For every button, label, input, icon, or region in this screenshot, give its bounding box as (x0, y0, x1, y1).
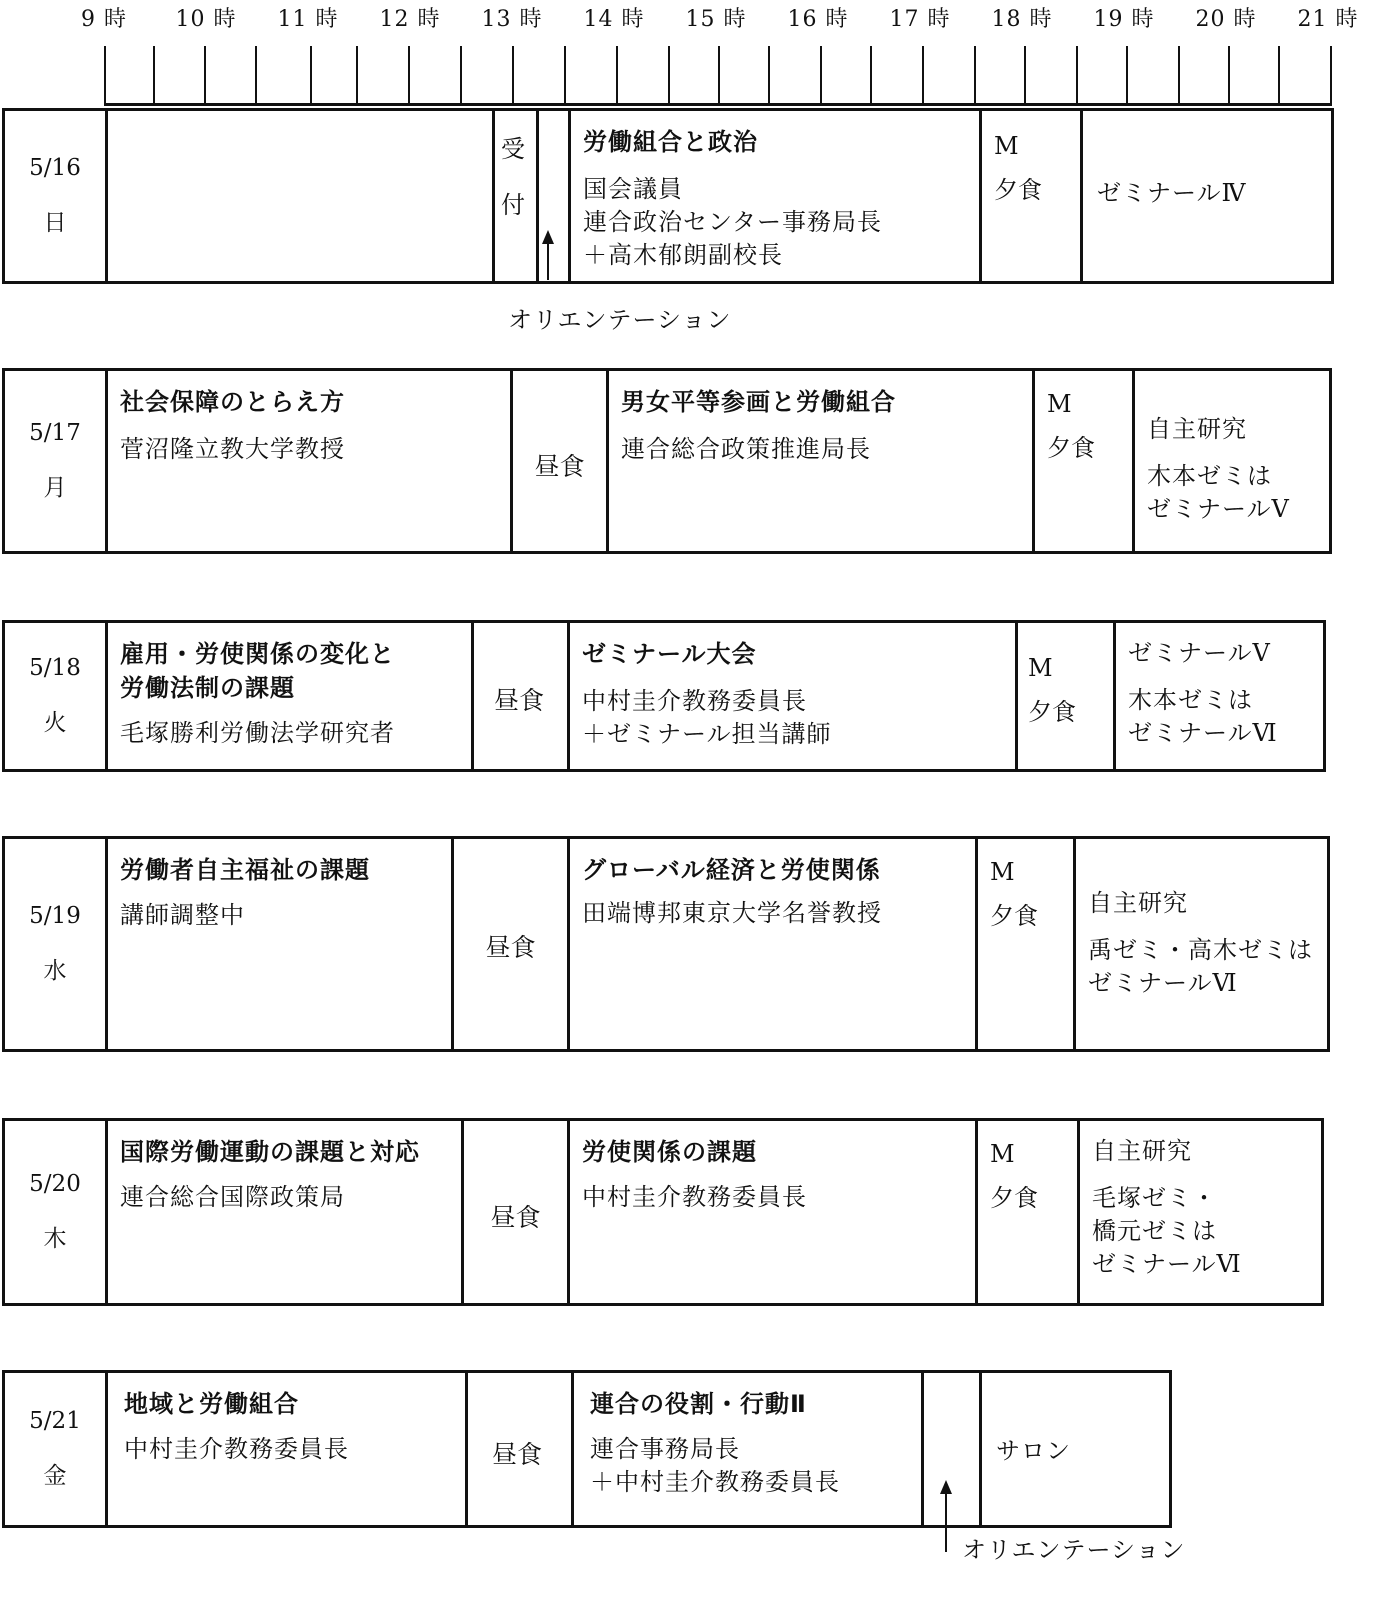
evening-cell (1132, 371, 1329, 551)
ruler-tick (356, 46, 358, 106)
hour-label: 15 時 (685, 7, 747, 32)
dinner-label: 夕食 (1047, 434, 1095, 462)
lecture-cell (105, 1121, 461, 1303)
evening-line: 自主研究 (1088, 889, 1188, 917)
ruler-tick (820, 46, 822, 106)
dinner-label: 夕食 (990, 1184, 1038, 1212)
evening-line: 自主研究 (1147, 415, 1247, 443)
meal-m-label: M (1047, 390, 1072, 418)
ruler-tick (668, 46, 670, 106)
day-row-5-21 (2, 1370, 1172, 1528)
lecture-cell (567, 623, 1015, 769)
reception-char: 受 (501, 135, 526, 163)
evening-line: ゼミナールⅤ (1147, 495, 1290, 523)
lecturer-line: 中村圭介教務委員長 (582, 1183, 807, 1211)
hour-label: 20 時 (1195, 7, 1257, 32)
ruler-tick (408, 46, 410, 106)
ruler-tick (255, 46, 257, 106)
date-label: 5/18 (29, 655, 81, 681)
evening-cell (1077, 1121, 1321, 1303)
lecturer-line: ＋中村圭介教務委員長 (590, 1468, 840, 1496)
date-cell (5, 623, 105, 769)
dinner-label: 夕食 (1028, 698, 1076, 726)
dinner-cell (975, 1121, 1077, 1303)
hour-label: 18 時 (991, 7, 1053, 32)
date-cell (5, 1373, 105, 1525)
lecture-title: 雇用・労使関係の変化と (120, 640, 395, 668)
weekday-label: 月 (43, 475, 67, 501)
lecture-title: 国際労働運動の課題と対応 (120, 1138, 420, 1166)
lecture-cell (606, 371, 1032, 551)
date-label: 5/19 (29, 903, 81, 929)
lecture-title: 労働者自主福祉の課題 (120, 856, 370, 884)
reception-char: 付 (501, 191, 526, 219)
date-label: 5/21 (29, 1408, 81, 1434)
weekday-label: 日 (43, 210, 67, 236)
ruler-tick (460, 46, 462, 106)
evening-line: 木本ゼミは (1147, 462, 1272, 490)
lecture-cell (105, 1373, 465, 1525)
weekday-label: 金 (43, 1463, 67, 1489)
lecture-cell (105, 371, 510, 551)
lecture-title: 地域と労働組合 (124, 1390, 299, 1418)
lecture-cell (567, 839, 975, 1049)
evening-line: 禹ゼミ・高木ゼミは (1088, 936, 1313, 964)
ruler-tick (1228, 46, 1230, 106)
evening-cell (1113, 623, 1323, 769)
lecturer-line: 中村圭介教務委員長 (582, 687, 807, 715)
lecture-cell (571, 1373, 921, 1525)
ruler-tick (564, 46, 566, 106)
lecture-title: 男女平等参画と労働組合 (621, 388, 896, 416)
evening-cell (979, 1373, 1169, 1525)
lunch-cell (465, 1373, 571, 1525)
morning-free-cell (105, 111, 492, 281)
ruler-tick (204, 46, 206, 106)
ruler-tick (1076, 46, 1078, 106)
hour-label: 21 時 (1297, 7, 1359, 32)
hour-label: 17 時 (889, 7, 951, 32)
time-ruler (104, 46, 1332, 106)
evening-cell (1080, 111, 1331, 281)
evening-line: ゼミナールⅤ (1128, 639, 1271, 667)
hour-label: 12 時 (379, 7, 441, 32)
lecturer-line: 毛塚勝利労働法学研究者 (120, 719, 395, 747)
dinner-cell (1032, 371, 1132, 551)
day-row-5-19 (2, 836, 1330, 1052)
lunch-cell (471, 623, 567, 769)
hour-label: 11 時 (277, 7, 339, 32)
lecture-title: 労働法制の課題 (120, 674, 295, 702)
date-cell (5, 371, 105, 551)
evening-line: 木本ゼミは (1128, 686, 1253, 714)
evening-line: ゼミナールⅣ (1097, 179, 1247, 207)
ruler-tick (922, 46, 924, 106)
ruler-tick (1024, 46, 1026, 106)
weekday-label: 火 (43, 710, 67, 736)
evening-line: 橋元ゼミは (1092, 1217, 1217, 1245)
dinner-label: 夕食 (990, 902, 1038, 930)
lecturer-line: 講師調整中 (120, 901, 245, 929)
ruler-tick (974, 46, 976, 106)
evening-cell (1073, 839, 1327, 1049)
day-row-5-20 (2, 1118, 1324, 1306)
ruler-tick (512, 46, 514, 106)
lecturer-line: 菅沼隆立教大学教授 (120, 435, 345, 463)
date-cell (5, 111, 105, 281)
lecture-cell (105, 623, 471, 769)
hour-label: 14 時 (583, 7, 645, 32)
day-row-5-16 (2, 108, 1334, 284)
ruler-tick (153, 46, 155, 106)
date-label: 5/16 (29, 155, 81, 181)
dinner-cell (979, 111, 1080, 281)
meal-m-label: M (990, 858, 1015, 886)
dinner-label: 夕食 (994, 176, 1042, 204)
weekday-label: 木 (43, 1226, 67, 1252)
evening-line: ゼミナールⅥ (1088, 969, 1238, 997)
date-label: 5/20 (29, 1171, 81, 1197)
ruler-tick (1178, 46, 1180, 106)
weekday-label: 水 (43, 958, 67, 984)
lecturer-line: 中村圭介教務委員長 (124, 1435, 349, 1463)
lecture-title: 労働組合と政治 (583, 128, 758, 156)
evening-line: ゼミナールⅥ (1092, 1250, 1242, 1278)
lecture-cell (567, 1121, 975, 1303)
lecture-title: ゼミナール大会 (582, 640, 757, 668)
lecturer-line: ＋ゼミナール担当講師 (582, 720, 832, 748)
lecture-cell (105, 839, 451, 1049)
date-cell (5, 1121, 105, 1303)
hour-label: 9 時 (81, 7, 127, 32)
hour-label: 19 時 (1093, 7, 1155, 32)
evening-line: 毛塚ゼミ・ (1092, 1184, 1217, 1212)
ruler-tick (718, 46, 720, 106)
orientation-cell (536, 111, 568, 281)
lecture-title: 労使関係の課題 (582, 1138, 757, 1166)
lecturer-line: 国会議員 (583, 175, 683, 203)
ruler-tick (1330, 46, 1332, 106)
day-row-5-18 (2, 620, 1326, 772)
lecturer-line: ＋高木郁朗副校長 (583, 241, 783, 269)
lunch-label: 昼食 (492, 1440, 543, 1469)
lunch-cell (451, 839, 567, 1049)
dinner-cell (975, 839, 1073, 1049)
evening-line: ゼミナールⅥ (1128, 719, 1278, 747)
day-row-5-17 (2, 368, 1332, 554)
lunch-label: 昼食 (490, 1203, 541, 1232)
orientation-annotation: オリエンテーション (508, 306, 732, 334)
evening-line: 自主研究 (1092, 1137, 1192, 1165)
ruler-tick (870, 46, 872, 106)
lecture-title: 連合の役割・行動Ⅱ (590, 1390, 807, 1418)
hour-label: 13 時 (481, 7, 543, 32)
reception-cell (492, 111, 536, 281)
lecture-title: 社会保障のとらえ方 (120, 388, 345, 416)
lunch-label: 昼食 (485, 933, 536, 962)
ruler-tick (310, 46, 312, 106)
lunch-label: 昼食 (534, 452, 585, 481)
meal-m-label: M (990, 1140, 1015, 1168)
lunch-cell (510, 371, 606, 551)
dinner-cell (1015, 623, 1113, 769)
hour-label: 10 時 (175, 7, 237, 32)
orientation-arrow (547, 242, 549, 280)
lecturer-line: 連合政治センター事務局長 (583, 208, 883, 236)
orientation-annotation: オリエンテーション (962, 1536, 1186, 1564)
meal-m-label: M (1028, 654, 1053, 682)
date-label: 5/17 (29, 420, 81, 446)
ruler-tick (1126, 46, 1128, 106)
lecturer-line: 連合総合政策推進局長 (621, 435, 871, 463)
lunch-label: 昼食 (494, 686, 545, 715)
lecture-title: グローバル経済と労使関係 (582, 856, 881, 884)
ruler-tick (768, 46, 770, 106)
orientation-cell (921, 1373, 979, 1525)
ruler-tick (616, 46, 618, 106)
lecturer-line: 田端博邦東京大学名誉教授 (582, 899, 882, 927)
lecturer-line: 連合事務局長 (590, 1435, 740, 1463)
evening-line: サロン (996, 1437, 1071, 1465)
ruler-tick (104, 46, 106, 106)
orientation-arrow (945, 1492, 947, 1552)
hour-label: 16 時 (787, 7, 849, 32)
ruler-tick (1278, 46, 1280, 106)
ruler-baseline (104, 103, 1332, 106)
date-cell (5, 839, 105, 1049)
lecturer-line: 連合総合国際政策局 (120, 1183, 345, 1211)
lunch-cell (461, 1121, 567, 1303)
lecture-cell (568, 111, 979, 281)
meal-m-label: M (994, 132, 1019, 160)
